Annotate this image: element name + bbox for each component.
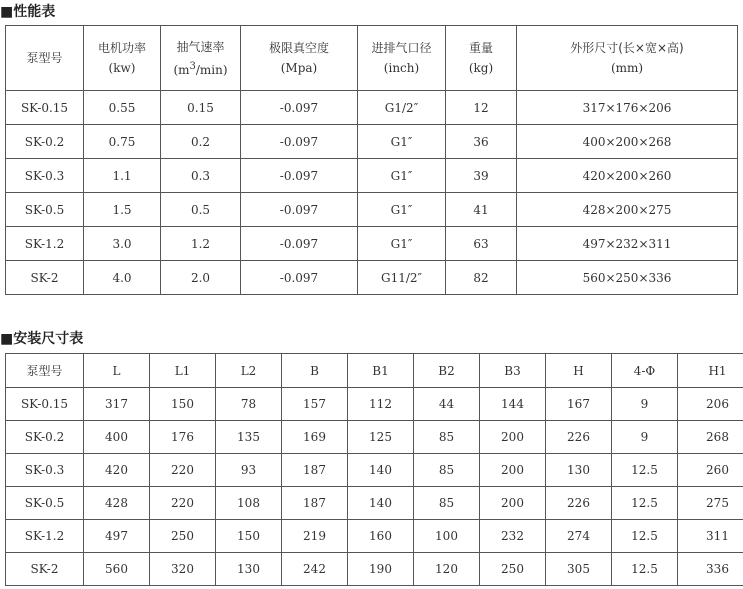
cell-dimensions: 428×200×275 [517,193,738,227]
header-b1: B1 [348,354,414,388]
cell-b2: 85 [414,487,480,520]
cell-h: 274 [546,520,612,553]
cell-speed: 0.3 [161,159,241,193]
header-weight: 重量 (kg) [446,26,517,91]
cell-dimensions: 497×232×311 [517,227,738,261]
cell-l: 420 [84,454,150,487]
cell-port: G1″ [358,193,446,227]
table-row [6,487,743,520]
cell-l: 560 [84,553,150,586]
cell-vacuum: -0.097 [241,91,358,125]
cell-vacuum: -0.097 [241,125,358,159]
cell-4-phi: 12.5 [612,553,678,586]
header-ultimate-vacuum: 极限真空度 (Mpa) [241,26,358,91]
cell-b3: 200 [480,421,546,454]
table-row [6,91,738,125]
installation-table [5,353,743,586]
cell-l2: 150 [216,520,282,553]
cell-h1: 336 [678,553,743,586]
table-row [6,421,743,454]
cell-b3: 200 [480,454,546,487]
cell-port: G1″ [358,227,446,261]
cell-weight: 39 [446,159,517,193]
cell-b1: 140 [348,454,414,487]
cell-4-phi: 12.5 [612,487,678,520]
header-b: B [282,354,348,388]
cell-b2: 120 [414,553,480,586]
cell-h1: 311 [678,520,743,553]
cell-model: SK-0.2 [6,421,84,454]
table-row [6,520,743,553]
cell-b: 157 [282,388,348,421]
cell-speed: 1.2 [161,227,241,261]
cell-b3: 200 [480,487,546,520]
header-b3: B3 [480,354,546,388]
cell-b: 219 [282,520,348,553]
cell-l1: 176 [150,421,216,454]
header-pump-model: 泵型号 [6,26,84,91]
cell-l1: 320 [150,553,216,586]
cell-b1: 140 [348,487,414,520]
cell-model: SK-0.2 [6,125,84,159]
header-l2: L2 [216,354,282,388]
cell-l1: 250 [150,520,216,553]
header-l: L [84,354,150,388]
cell-model: SK-0.3 [6,159,84,193]
cell-model: SK-2 [6,553,84,586]
cell-power: 1.5 [84,193,161,227]
cell-port: G1/2″ [358,91,446,125]
cell-h1: 206 [678,388,743,421]
cell-h: 226 [546,487,612,520]
header-h: H [546,354,612,388]
cell-power: 0.55 [84,91,161,125]
cell-speed: 0.5 [161,193,241,227]
table-row [6,553,743,586]
cell-h1: 275 [678,487,743,520]
cell-h: 167 [546,388,612,421]
header-4-phi: 4-Φ [612,354,678,388]
performance-table [5,25,738,295]
cell-b3: 250 [480,553,546,586]
cell-weight: 41 [446,193,517,227]
cell-speed: 0.2 [161,125,241,159]
cell-model: SK-0.5 [6,487,84,520]
cell-power: 0.75 [84,125,161,159]
header-motor-power: 电机功率 (kw) [84,26,161,91]
cell-b2: 100 [414,520,480,553]
cell-model: SK-0.3 [6,454,84,487]
cell-l2: 130 [216,553,282,586]
cell-b1: 160 [348,520,414,553]
cell-l: 428 [84,487,150,520]
pumping-speed-unit: $(m^3/\min)$ [173,60,228,77]
table-row [6,159,738,193]
header-pump-model: 泵型号 [6,354,84,388]
table-row [6,193,738,227]
cell-b1: 125 [348,421,414,454]
installation-header-row [6,354,743,388]
cell-vacuum: -0.097 [241,159,358,193]
table-row [6,454,743,487]
cell-l1: 220 [150,487,216,520]
cell-h: 130 [546,454,612,487]
cell-l2: 135 [216,421,282,454]
cell-4-phi: 12.5 [612,454,678,487]
cell-power: 4.0 [84,261,161,295]
cell-dimensions: 420×200×260 [517,159,738,193]
cell-h: 226 [546,421,612,454]
cell-4-phi: 9 [612,421,678,454]
cell-dimensions: 400×200×268 [517,125,738,159]
table-row [6,261,738,295]
performance-table-title: ■性能表 [0,4,56,20]
cell-model: SK-2 [6,261,84,295]
cell-b: 169 [282,421,348,454]
cell-weight: 36 [446,125,517,159]
cell-port: G1″ [358,159,446,193]
cell-weight: 82 [446,261,517,295]
table-row [6,388,743,421]
header-l1: L1 [150,354,216,388]
performance-header-row [6,26,738,91]
cell-vacuum: -0.097 [241,193,358,227]
header-dimensions: 外形尺寸(长×宽×高) (mm) [517,26,738,91]
cell-b3: 232 [480,520,546,553]
cell-speed: 2.0 [161,261,241,295]
cell-weight: 12 [446,91,517,125]
cell-b: 187 [282,487,348,520]
header-b2: B2 [414,354,480,388]
cell-4-phi: 12.5 [612,520,678,553]
cell-dimensions: 317×176×206 [517,91,738,125]
cell-l: 497 [84,520,150,553]
cell-l1: 220 [150,454,216,487]
cell-b: 242 [282,553,348,586]
cell-port: G11/2″ [358,261,446,295]
cell-model: SK-0.5 [6,193,84,227]
table-row [6,227,738,261]
cell-b2: 85 [414,454,480,487]
cell-b: 187 [282,454,348,487]
cell-b1: 190 [348,553,414,586]
cell-h1: 260 [678,454,743,487]
header-h1: H1 [678,354,743,388]
cell-b1: 112 [348,388,414,421]
cell-dimensions: 560×250×336 [517,261,738,295]
cell-l2: 78 [216,388,282,421]
cell-h: 305 [546,553,612,586]
cell-model: SK-1.2 [6,227,84,261]
header-port-diameter: 进排气口径 (inch) [358,26,446,91]
cell-power: 3.0 [84,227,161,261]
cell-model: SK-1.2 [6,520,84,553]
cell-l: 317 [84,388,150,421]
cell-speed: 0.15 [161,91,241,125]
cell-port: G1″ [358,125,446,159]
cell-l2: 108 [216,487,282,520]
cell-4-phi: 9 [612,388,678,421]
cell-b2: 44 [414,388,480,421]
cell-model: SK-0.15 [6,388,84,421]
cell-b3: 144 [480,388,546,421]
installation-table-title: ■安装尺寸表 [0,331,84,347]
cell-l: 400 [84,421,150,454]
cell-l1: 150 [150,388,216,421]
cell-vacuum: -0.097 [241,227,358,261]
header-pumping-speed: 抽气速率 $(m^3/\min)$ [161,26,241,91]
cell-weight: 63 [446,227,517,261]
cell-vacuum: -0.097 [241,261,358,295]
cell-power: 1.1 [84,159,161,193]
cell-h1: 268 [678,421,743,454]
cell-b2: 85 [414,421,480,454]
table-row [6,125,738,159]
cell-model: SK-0.15 [6,91,84,125]
cell-l2: 93 [216,454,282,487]
